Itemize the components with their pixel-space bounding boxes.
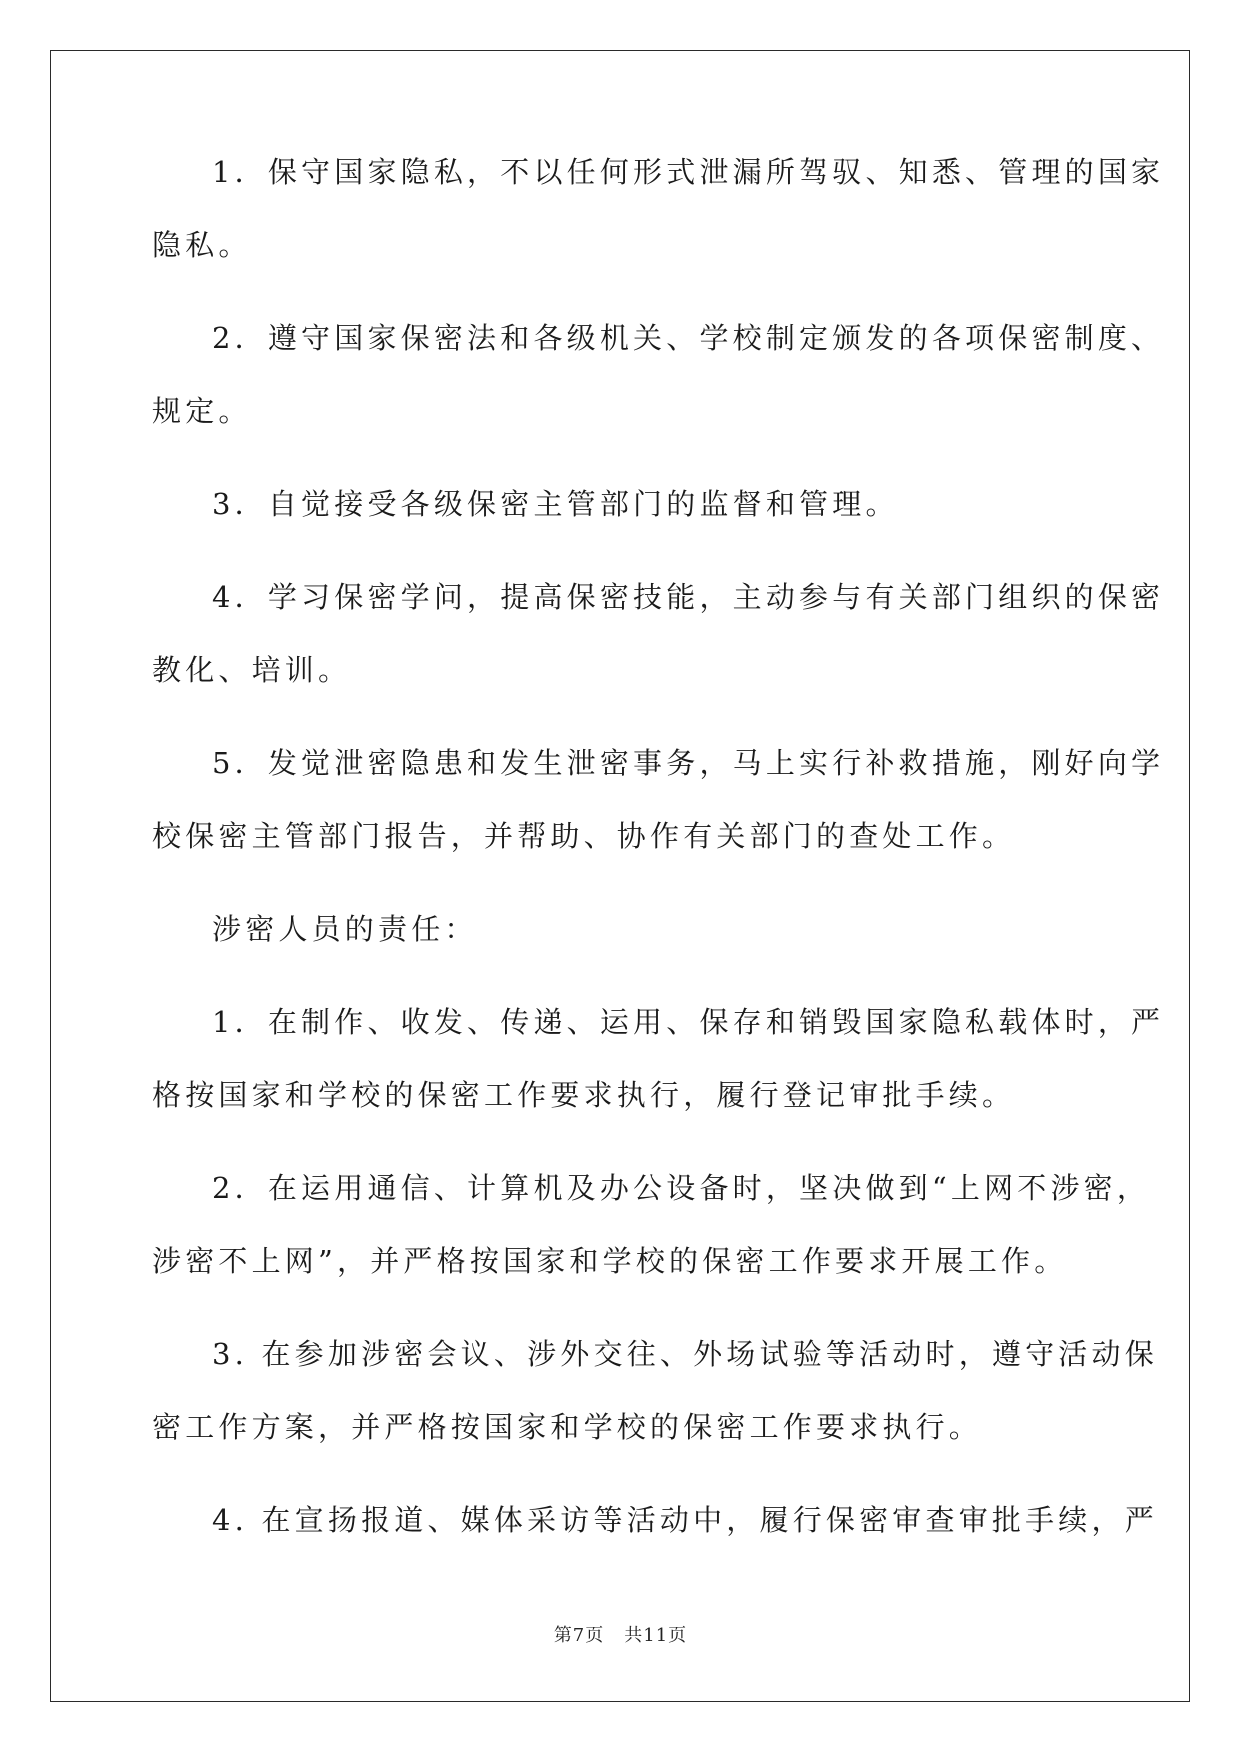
paragraph-line: 4．学习保密学问，提高保密技能，主动参与有关部门组织的保密 [212, 580, 1165, 614]
paragraph-line: 5．发觉泄密隐患和发生泄密事务，马上实行补救措施，刚好向学 [212, 746, 1165, 780]
paragraph-line: 密工作方案，并严格按国家和学校的保密工作要求执行。 [152, 1410, 983, 1444]
paragraph-line: 2．遵守国家保密法和各级机关、学校制定颁发的各项保密制度、 [212, 321, 1165, 355]
paragraph-line: 规定。 [152, 394, 252, 428]
paragraph-line: 隐私。 [152, 228, 252, 262]
page-border [50, 50, 1190, 1702]
page-total: 共11页 [624, 1625, 688, 1646]
paragraph-line: 4. 在宣扬报道、媒体采访等活动中，履行保密审查审批手续，严 [212, 1503, 1158, 1537]
section-heading: 涉密人员的责任： [212, 912, 478, 946]
paragraph-line: 1．保守国家隐私，不以任何形式泄漏所驾驭、知悉、管理的国家 [212, 155, 1165, 189]
paragraph-line: 格按国家和学校的保密工作要求执行，履行登记审批手续。 [152, 1078, 1016, 1112]
page-footer [0, 1624, 1241, 1648]
paragraph-line: 2．在运用通信、计算机及办公设备时，坚决做到“上网不涉密， [212, 1171, 1151, 1205]
paragraph-line: 3．自觉接受各级保密主管部门的监督和管理。 [212, 487, 899, 521]
paragraph-line: 1．在制作、收发、传递、运用、保存和销毁国家隐私载体时，严 [212, 1005, 1165, 1039]
paragraph-line: 涉密不上网”，并严格按国家和学校的保密工作要求开展工作。 [152, 1244, 1068, 1278]
paragraph-line: 教化、培训。 [152, 653, 352, 687]
paragraph-line: 校保密主管部门报告，并帮助、协作有关部门的查处工作。 [152, 819, 1016, 853]
paragraph-line: 3. 在参加涉密会议、涉外交往、外场试验等活动时，遵守活动保 [212, 1337, 1158, 1371]
page-number: 第7页 [553, 1625, 605, 1646]
